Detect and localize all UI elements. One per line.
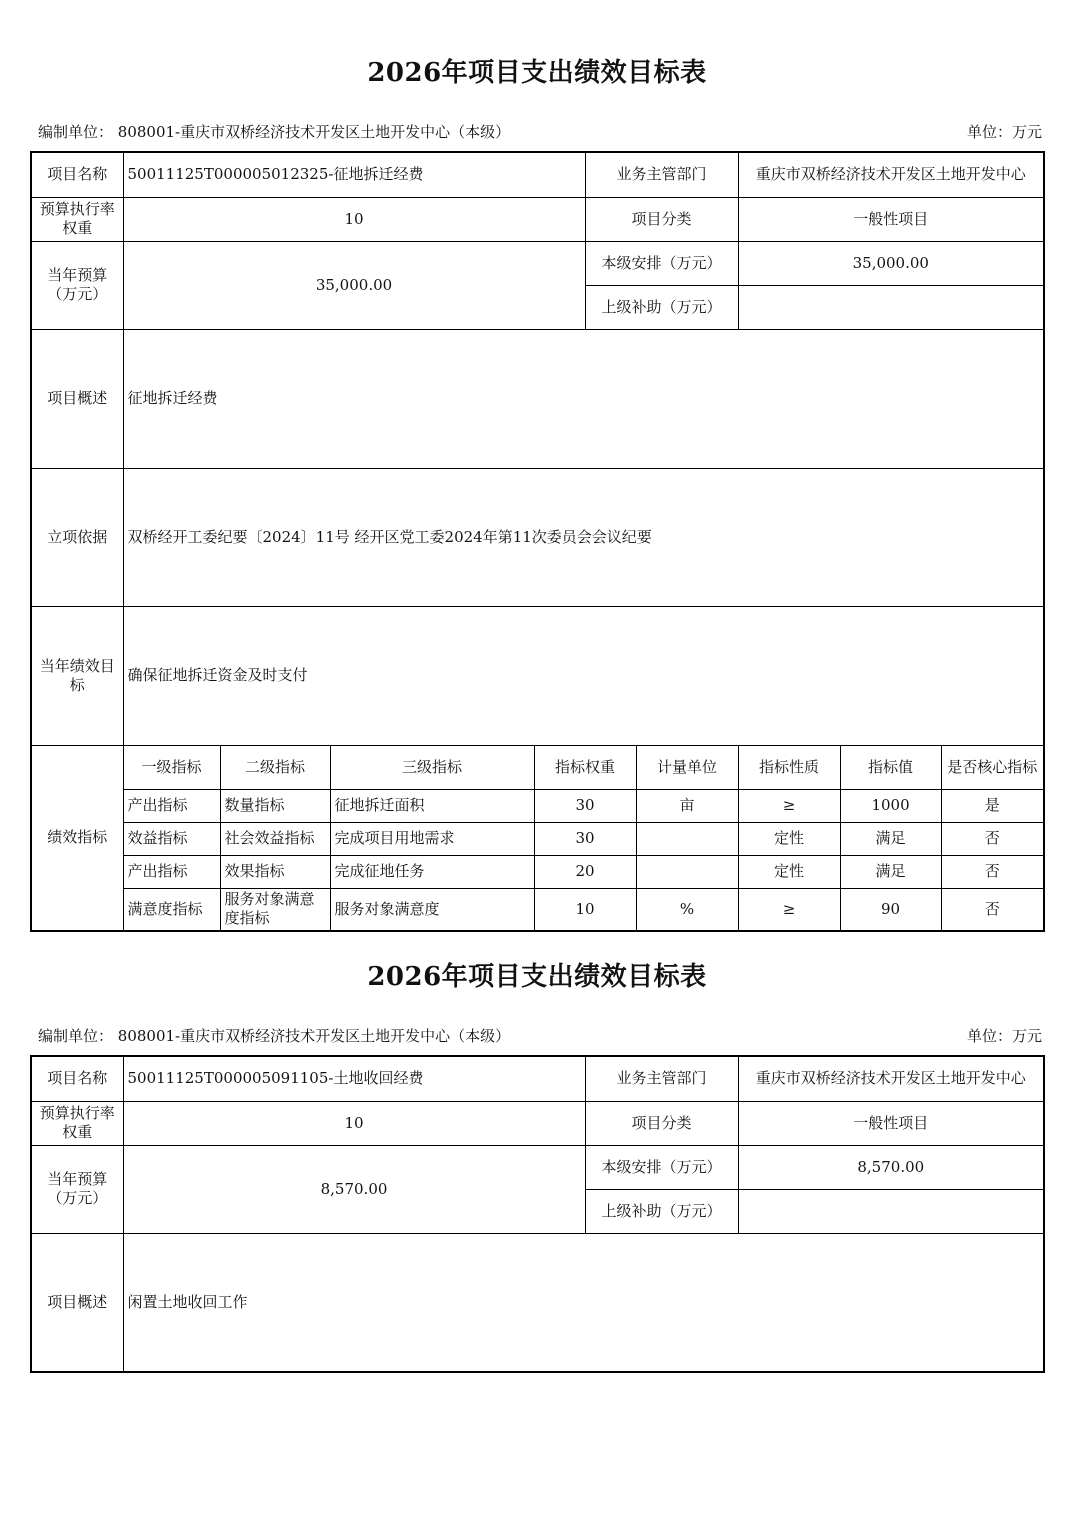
subsidy-value bbox=[738, 1189, 1044, 1233]
indicator-cell: % bbox=[636, 888, 738, 931]
label-goal: 当年绩效目标 bbox=[31, 606, 123, 745]
form2-org-value: 808001-重庆市双桥经济技术开发区土地开发中心（本级） bbox=[117, 1027, 511, 1045]
form1-table bbox=[30, 151, 1045, 932]
indicator-header: 指标性质 bbox=[738, 745, 840, 789]
indicator-cell: 效益指标 bbox=[123, 822, 220, 855]
exec-weight-value: 10 bbox=[123, 1101, 585, 1145]
label-own-funds: 本级安排（万元） bbox=[585, 241, 738, 285]
label-project-name: 项目名称 bbox=[31, 152, 123, 197]
indicator-cell: 90 bbox=[840, 888, 941, 931]
form2-table bbox=[30, 1055, 1045, 1373]
form1-org bbox=[38, 121, 510, 142]
form1-meta bbox=[38, 121, 1042, 141]
label-budget: 当年预算（万元） bbox=[31, 241, 123, 329]
label-category: 项目分类 bbox=[585, 1101, 738, 1145]
indicator-cell: 满足 bbox=[840, 822, 941, 855]
goal-value: 确保征地拆迁资金及时支付 bbox=[123, 606, 1044, 745]
indicator-row bbox=[31, 789, 1044, 822]
form2-meta bbox=[38, 1025, 1042, 1045]
indicator-header: 指标权重 bbox=[534, 745, 636, 789]
label-subsidy: 上级补助（万元） bbox=[585, 1189, 738, 1233]
label-overview: 项目概述 bbox=[31, 1233, 123, 1372]
indicator-cell: 征地拆迁面积 bbox=[330, 789, 534, 822]
indicator-header: 是否核心指标 bbox=[941, 745, 1044, 789]
indicator-cell: 数量指标 bbox=[220, 789, 330, 822]
indicator-cell: 20 bbox=[534, 855, 636, 888]
form1-org-value: 808001-重庆市双桥经济技术开发区土地开发中心（本级） bbox=[117, 123, 511, 141]
dept-value: 重庆市双桥经济技术开发区土地开发中心 bbox=[738, 152, 1044, 197]
indicator-header: 一级指标 bbox=[123, 745, 220, 789]
indicator-cell: 否 bbox=[941, 822, 1044, 855]
indicator-cell: 否 bbox=[941, 855, 1044, 888]
indicator-header: 指标值 bbox=[840, 745, 941, 789]
subsidy-value bbox=[738, 285, 1044, 329]
basis-value: 双桥经开工委纪要〔2024〕11号 经开区党工委2024年第11次委员会会议纪要 bbox=[123, 468, 1044, 606]
form2-unit: 单位：万元 bbox=[966, 1027, 1042, 1045]
indicator-cell: ≥ bbox=[738, 789, 840, 822]
indicator-row bbox=[31, 855, 1044, 888]
label-basis: 立项依据 bbox=[31, 468, 123, 606]
overview-value: 征地拆迁经费 bbox=[123, 329, 1044, 468]
label-category: 项目分类 bbox=[585, 197, 738, 241]
indicator-cell: 定性 bbox=[738, 822, 840, 855]
own-funds-value: 35,000.00 bbox=[738, 241, 1044, 285]
indicator-cell: 定性 bbox=[738, 855, 840, 888]
label-indicators: 绩效指标 bbox=[31, 745, 123, 931]
category-value: 一般性项目 bbox=[738, 1101, 1044, 1145]
label-dept: 业务主管部门 bbox=[585, 152, 738, 197]
form1-unit: 单位：万元 bbox=[966, 123, 1042, 141]
indicator-cell: 亩 bbox=[636, 789, 738, 822]
indicator-cell: 完成征地任务 bbox=[330, 855, 534, 888]
indicator-cell: 30 bbox=[534, 822, 636, 855]
indicator-cell: 30 bbox=[534, 789, 636, 822]
overview-value: 闲置土地收回工作 bbox=[123, 1233, 1044, 1372]
indicator-cell: ≥ bbox=[738, 888, 840, 931]
form1-org-label: 编制单位： bbox=[38, 123, 114, 141]
indicator-cell: 满意度指标 bbox=[123, 888, 220, 931]
indicator-cell: 否 bbox=[941, 888, 1044, 931]
indicator-cell bbox=[636, 855, 738, 888]
label-dept: 业务主管部门 bbox=[585, 1056, 738, 1101]
project-name-value: 50011125T000005012325-征地拆迁经费 bbox=[123, 152, 585, 197]
exec-weight-value: 10 bbox=[123, 197, 585, 241]
label-budget: 当年预算（万元） bbox=[31, 1145, 123, 1233]
indicator-cell bbox=[636, 822, 738, 855]
indicator-cell: 产出指标 bbox=[123, 789, 220, 822]
label-overview: 项目概述 bbox=[31, 329, 123, 468]
indicator-cell: 效果指标 bbox=[220, 855, 330, 888]
indicator-cell: 服务对象满意度 bbox=[330, 888, 534, 931]
indicator-cell: 10 bbox=[534, 888, 636, 931]
indicator-header: 三级指标 bbox=[330, 745, 534, 789]
category-value: 一般性项目 bbox=[738, 197, 1044, 241]
form2-title: 2026年项目支出绩效目标表 bbox=[367, 962, 707, 992]
budget-value: 8,570.00 bbox=[123, 1145, 585, 1233]
own-funds-value: 8,570.00 bbox=[738, 1145, 1044, 1189]
indicator-row bbox=[31, 822, 1044, 855]
label-own-funds: 本级安排（万元） bbox=[585, 1145, 738, 1189]
indicator-cell: 是 bbox=[941, 789, 1044, 822]
indicator-header: 计量单位 bbox=[636, 745, 738, 789]
indicator-cell: 社会效益指标 bbox=[220, 822, 330, 855]
indicator-row bbox=[31, 888, 1044, 931]
indicator-cell: 满足 bbox=[840, 855, 941, 888]
indicator-cell: 1000 bbox=[840, 789, 941, 822]
label-subsidy: 上级补助（万元） bbox=[585, 285, 738, 329]
indicator-cell: 服务对象满意度指标 bbox=[220, 888, 330, 931]
label-exec-weight: 预算执行率权重 bbox=[31, 197, 123, 241]
form2-org-label: 编制单位： bbox=[38, 1027, 114, 1045]
indicator-cell: 产出指标 bbox=[123, 855, 220, 888]
indicator-header: 二级指标 bbox=[220, 745, 330, 789]
form2-org bbox=[38, 1025, 510, 1046]
indicator-cell: 完成项目用地需求 bbox=[330, 822, 534, 855]
budget-value: 35,000.00 bbox=[123, 241, 585, 329]
project-name-value: 50011125T000005091105-土地收回经费 bbox=[123, 1056, 585, 1101]
label-exec-weight: 预算执行率权重 bbox=[31, 1101, 123, 1145]
label-project-name: 项目名称 bbox=[31, 1056, 123, 1101]
dept-value: 重庆市双桥经济技术开发区土地开发中心 bbox=[738, 1056, 1044, 1101]
form1-title: 2026年项目支出绩效目标表 bbox=[367, 58, 707, 88]
